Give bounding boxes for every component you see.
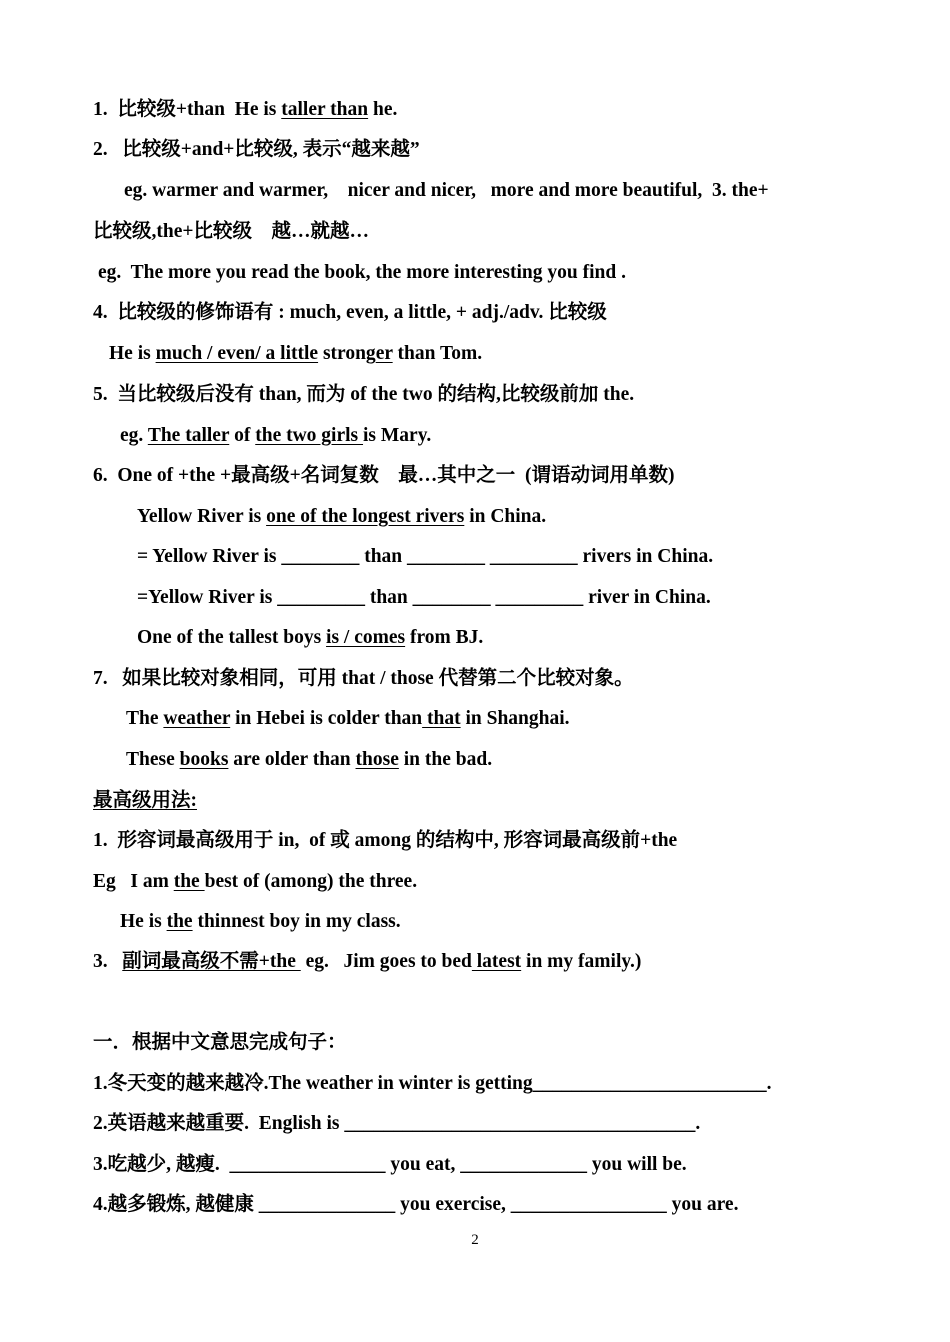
text-segment: He is xyxy=(109,343,156,364)
text-segment: 4.越多锻炼, 越健康 ______________ you exercise, ________________ you are. xyxy=(93,1194,739,1215)
text-segment: of xyxy=(229,425,256,446)
text-line xyxy=(109,342,482,366)
text-line xyxy=(137,505,546,529)
text-line xyxy=(120,424,431,448)
text-segment: 2.英语越来越重要. English is ____________________________________. xyxy=(93,1113,701,1134)
text-segment: 7. 如果比较对象相同，可用 that / those 代替第二个比较对象。 xyxy=(93,668,634,689)
underlined-text: books xyxy=(179,749,229,770)
text-segment: in my family.) xyxy=(521,951,642,972)
text-line xyxy=(124,179,769,203)
underlined-text: The taller xyxy=(147,425,230,446)
text-line xyxy=(93,1153,687,1177)
underlined-text: 最高级用法: xyxy=(93,790,197,811)
underlined-text: the xyxy=(173,871,205,892)
text-segment: The xyxy=(126,708,164,729)
text-segment: he. xyxy=(368,99,398,120)
text-segment: He is xyxy=(120,911,167,932)
text-segment: =Yellow River is _________ than ________ _________ river in China. xyxy=(137,587,711,608)
underlined-text: weather xyxy=(163,708,231,729)
underlined-text: latest xyxy=(471,951,522,972)
text-segment: Yellow River is xyxy=(137,506,267,527)
text-line xyxy=(93,789,197,813)
text-segment: 一．根据中文意思完成句子： xyxy=(93,1032,347,1053)
text-line xyxy=(93,383,634,407)
underlined-text: is / comes xyxy=(326,627,406,648)
text-segment: 5. 当比较级后没有 than, 而为 of the two 的结构,比较级前加 the. xyxy=(93,384,635,405)
text-segment: 3.吃越少, 越瘦. ________________ you eat, _____________ you will be. xyxy=(93,1154,687,1175)
underlined-text: taller than xyxy=(281,99,369,120)
text-segment: than Tom. xyxy=(392,343,483,364)
text-segment: 1.冬天变的越来越冷.The weather in winter is getting________________________. xyxy=(93,1073,772,1094)
text-line xyxy=(98,261,626,285)
text-segment: Eg I am xyxy=(93,871,174,892)
underlined-text: one of the longest rivers xyxy=(266,506,465,527)
text-line xyxy=(93,667,634,691)
text-segment: best of (among) the three. xyxy=(204,871,418,892)
text-segment: 比较级,the+比较级 越…就越… xyxy=(93,221,369,242)
text-line xyxy=(93,870,417,894)
text-segment: in Shanghai. xyxy=(460,708,570,729)
text-segment: eg. warmer and warmer, nicer and nicer, more and more beautiful, 3. the+ xyxy=(124,180,769,201)
text-segment: 1. 比较级+than He is xyxy=(93,99,282,120)
text-line xyxy=(93,829,677,853)
text-line xyxy=(93,138,420,162)
text-segment: = Yellow River is ________ than ________ _________ rivers in China. xyxy=(137,546,714,567)
text-segment: in the bad. xyxy=(398,749,493,770)
text-line xyxy=(126,748,492,772)
text-segment: 4. 比较级的修饰语有 : much, even, a little, + adj./adv. 比较级 xyxy=(93,302,607,323)
text-segment: 2. 比较级+and+比较级, 表示“越来越” xyxy=(93,139,420,160)
text-segment: eg. xyxy=(120,425,148,446)
text-segment: in China. xyxy=(464,506,547,527)
text-segment: eg. Jim goes to bed xyxy=(300,951,472,972)
underlined-text: er xyxy=(375,343,393,364)
text-segment: eg. The more you read the book, the more interesting you find . xyxy=(98,262,626,283)
text-line xyxy=(93,220,369,244)
underlined-text: the xyxy=(166,911,193,932)
text-segment: are older than xyxy=(228,749,356,770)
text-line xyxy=(93,1193,738,1217)
underlined-text: 副词最高级不需+the xyxy=(122,951,301,972)
text-segment: One of the tallest boys xyxy=(137,627,327,648)
text-segment: in Hebei is colder than xyxy=(230,708,423,729)
underlined-text: much / even/ a little xyxy=(155,343,319,364)
text-segment: 1. 形容词最高级用于 in, of 或 among 的结构中, 形容词最高级前+the xyxy=(93,830,678,851)
underlined-text: the two girls xyxy=(255,425,364,446)
page-number: 2 xyxy=(471,1232,479,1248)
text-segment: is Mary. xyxy=(363,425,432,446)
text-segment: These xyxy=(126,749,180,770)
text-line xyxy=(93,464,674,488)
text-line xyxy=(137,545,713,569)
text-line xyxy=(93,1072,772,1096)
text-line xyxy=(137,626,483,650)
text-segment: 3. xyxy=(93,951,123,972)
text-line xyxy=(93,98,397,122)
text-line xyxy=(93,950,641,974)
text-segment: from BJ. xyxy=(405,627,484,648)
text-line xyxy=(93,301,607,325)
text-line xyxy=(120,910,401,934)
text-line xyxy=(93,1112,700,1136)
underlined-text: those xyxy=(355,749,399,770)
text-segment: thinnest boy in my class. xyxy=(192,911,401,932)
text-segment: strong xyxy=(318,343,376,364)
text-line xyxy=(126,707,570,731)
text-line xyxy=(137,586,711,610)
text-line xyxy=(93,1031,347,1055)
text-segment: 6. One of +the +最高级+名词复数 最…其中之一 (谓语动词用单数) xyxy=(93,465,675,486)
underlined-text: that xyxy=(422,708,461,729)
